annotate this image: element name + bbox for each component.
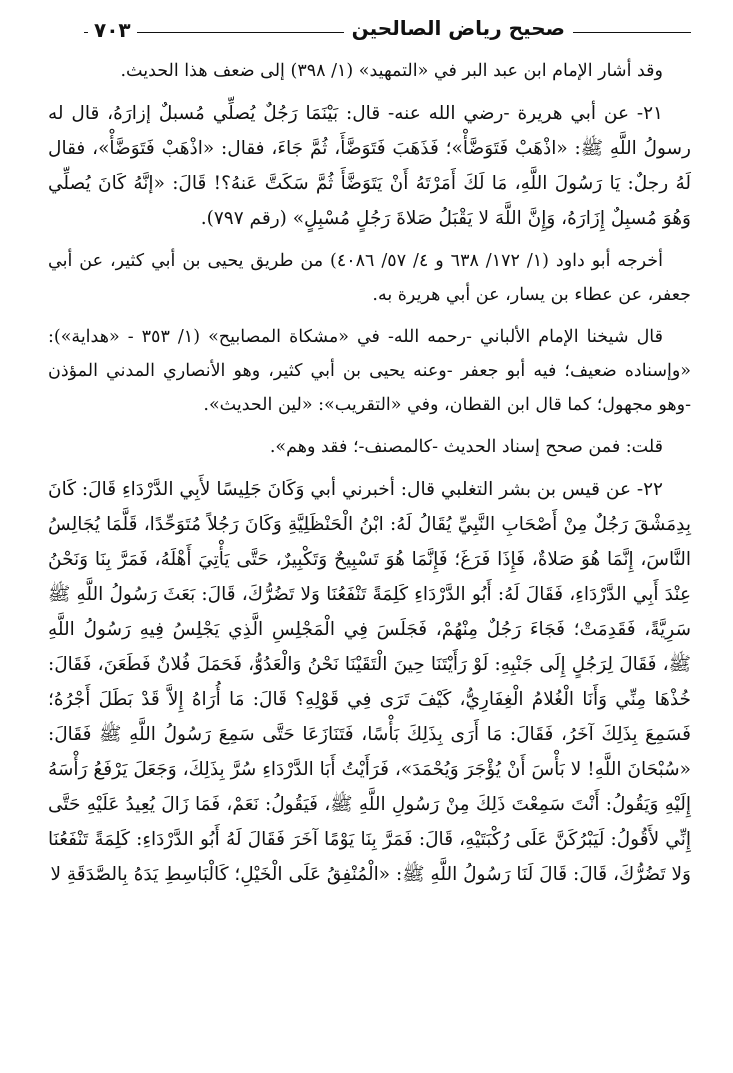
running-header bbox=[48, 4, 691, 54]
paragraph-takhrij: أخرجه أبو داود (١/ ١٧٢/ ٦٣٨ و ٤/ ٥٧/ ٤٠٨٦) من طريق يحيى بن أبي كثير، عن أبي جعفر، عن عطاء بن يسار، عن أبي هريرة به. bbox=[48, 251, 691, 305]
page-body bbox=[48, 54, 691, 892]
paragraph-albani-quote: قال شيخنا الإمام الألباني -رحمه الله- في «مشكاة المصابيح» (١/ ٣٥٣ - «هداية»): «وإسناده ضعيف؛ فيه أبو جعفر -وعنه يحيى بن أبي كثير، وهو الأنصاري المدني المؤذن -وهو مجهول؛ كما قال ابن القطان، وفي «التقريب»: «لين الحديث». bbox=[48, 327, 691, 415]
paragraph-hadith-22: ٢٢- عن قيس بن بشر التغلبي قال: أخبرني أبي وَكَانَ جَلِيسًا لأَبِي الدَّرْدَاءِ قَالَ: كَانَ بِدِمَشْقَ رَجُلٌ مِنْ أَصْحَابِ النَّبِيِّ يُقَالُ لَهُ: ابْنُ الْحَنْظَلِيَّةِ وَكَانَ رَجُلاً مُتَوَحِّدًا، قَلَّمَا يُجَالِسُ النَّاسَ، إِنَّمَا هُوَ صَلاةٌ، فَإِذَا فَرَغَ؛ فَإِنَّمَا هُوَ تَسْبِيحٌ وَتَكْبِيرٌ، حَتَّى يَأْتِيَ أَهْلَهُ، فَمَرَّ بِنَا وَنَحْنُ عِنْدَ أَبِي الدَّرْدَاءِ، فَقَالَ لَهُ: أَبُو الدَّرْدَاءِ كَلِمَةً تَنْفَعُنَا وَلا تَضُرُّكَ، قَالَ: بَعَثَ رَسُولُ اللَّهِ ﷺ سَرِيَّةً، فَقَدِمَتْ؛ فَجَاءَ رَجُلٌ مِنْهُمْ، فَجَلَسَ فِي الْمَجْلِسِ الَّذِي يَجْلِسُ فِيهِ رَسُولُ اللَّهِ ﷺ، فَقَالَ لِرَجُلٍ إِلَى جَنْبِهِ: لَوْ رَأَيْتَنَا حِينَ الْتَقَيْنَا نَحْنُ وَالْعَدُوُّ، فَحَمَلَ فُلانٌ فَطَعَنَ، فَقَالَ: خُذْهَا مِنِّي وَأَنَا الْغُلامُ الْغِفَارِيُّ، كَيْفَ تَرَى فِي قَوْلِهِ؟ قَالَ: مَا أُرَاهُ إِلاَّ قَدْ بَطَلَ أَجْرُهُ؛ فَسَمِعَ بِذَلِكَ آخَرُ، فَقَالَ: مَا أَرَى بِذَلِكَ بَأْسًا، فَتَنَازَعَا حَتَّى سَمِعَ رَسُولُ اللَّهِ ﷺ فَقَالَ: «سُبْحَانَ اللَّهِ! لا بَأْسَ أَنْ يُؤْجَرَ وَيُحْمَدَ»، فَرَأَيْتُ أَبَا الدَّرْدَاءِ سُرَّ بِذَلِكَ، وَجَعَلَ يَرْفَعُ رَأْسَهُ إِلَيْهِ وَيَقُولُ: أَنْتَ سَمِعْتَ ذَلِكَ مِنْ رَسُولِ اللَّهِ ﷺ، فَيَقُولُ: نَعَمْ، فَمَا زَالَ يُعِيدُ عَلَيْهِ حَتَّى إِنِّي لأَقُولُ: لَيَبْرُكَنَّ عَلَى رُكْبَتَيْهِ، قَالَ: فَمَرَّ بِنَا يَوْمًا آخَرَ فَقَالَ لَهُ أَبُو الدَّرْدَاءِ: كَلِمَةً تَنْفَعُنَا وَلا تَضُرُّكَ، قَالَ: قَالَ لَنَا رَسُولُ اللَّهِ ﷺ: «الْمُنْفِقُ عَلَى الْخَيْلِ؛ كَالْبَاسِطِ يَدَهُ بِالصَّدَقَةِ لا bbox=[48, 479, 691, 885]
book-title: صحيح رياض الصالحين bbox=[344, 16, 573, 40]
paragraph-hadith-21: ٢١- عن أبي هريرة -رضي الله عنه- قال: بَيْنَمَا رَجُلٌ يُصلِّي مُسبلٌ إزارَهُ، قال له رسولُ اللَّهِ ﷺ: «اذْهَبْ فَتَوَضَّأْ»؛ فَذَهَبَ فَتَوَضَّأَ، ثُمَّ جَاءَ، فقال: «اذْهَبْ فَتَوَضَّأْ»، فقال لَهُ رجلٌ: يَا رَسُولَ اللَّهِ، مَا لَكَ أَمَرْتَهُ أَنْ يَتَوَضَّأَ ثُمَّ سَكَتَّ عَنهُ؟! قَالَ: «إنَّهُ كَانَ يُصلِّي وَهُوَ مُسبِلٌ إِزَارَهُ، وَإِنَّ اللَّهَ لا يَقْبَلُ صَلاةَ رَجُلٍ مُسْبِلٍ» (رقم ٧٩٧). bbox=[48, 103, 691, 229]
page-number: ٧٠٣ bbox=[88, 18, 137, 42]
paragraph-note: قلت: فمن صحح إسناد الحديث -كالمصنف-؛ فقد وهم». bbox=[269, 437, 663, 457]
paragraph-commentary-1: وقد أشار الإمام ابن عبد البر في «التمهيد» (١/ ٣٩٨) إلى ضعف هذا الحديث. bbox=[120, 61, 663, 81]
